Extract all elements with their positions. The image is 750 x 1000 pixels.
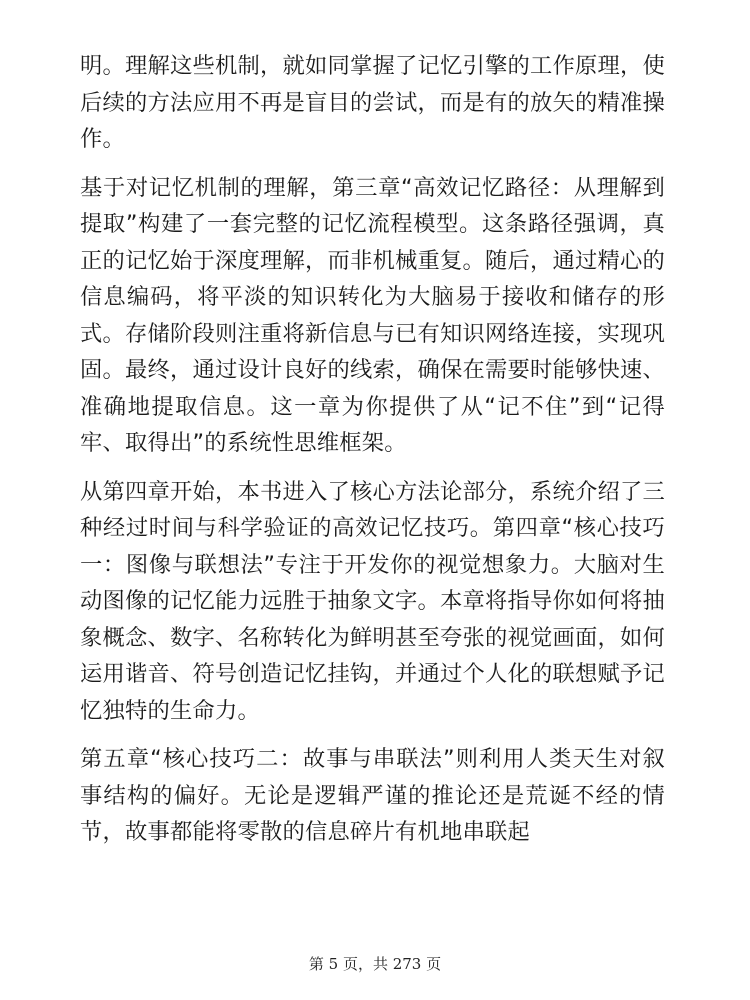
paragraph: 从第四章开始，本书进入了核心方法论部分，系统介绍了三种经过时间与科学验证的高效记忆技巧。第四章“核心技巧一：图像与联想法”专注于开发你的视觉想象力。大脑对生动图像的记忆能力远胜于抽象文字。本章将指导你如何将抽象概念、数字、名称转化为鲜明甚至夸张的视觉画面，如何运用谐音、符号创造记忆挂钩，并通过个人化的联想赋予记忆独特的生命力。: [80, 478, 665, 724]
body-text: [80, 48, 665, 863]
page-number-footer: 第 5 页，共 273 页: [308, 955, 442, 973]
paragraph: 明。理解这些机制，就如同掌握了记忆引擎的工作原理，使后续的方法应用不再是盲目的尝试，而是有的放矢的精准操作。: [80, 53, 665, 152]
paragraph: 基于对记忆机制的理解，第三章“高效记忆路径：从理解到提取”构建了一套完整的记忆流程模型。这条路径强调，真正的记忆始于深度理解，而非机械重复。随后，通过精心的信息编码，将平淡的知识转化为大脑易于接收和储存的形式。存储阶段则注重将新信息与已有知识网络连接，实现巩固。最终，通过设计良好的线索，确保在需要时能够快速、准确地提取信息。这一章为你提供了从“记不住”到“记得牢、取得出”的系统性思维框架。: [80, 174, 665, 456]
paragraph: 第五章“核心技巧二：故事与串联法”则利用人类天生对叙事结构的偏好。无论是逻辑严谨的推论还是荒诞不经的情节，故事都能将零散的信息碎片有机地串联起: [80, 746, 665, 845]
